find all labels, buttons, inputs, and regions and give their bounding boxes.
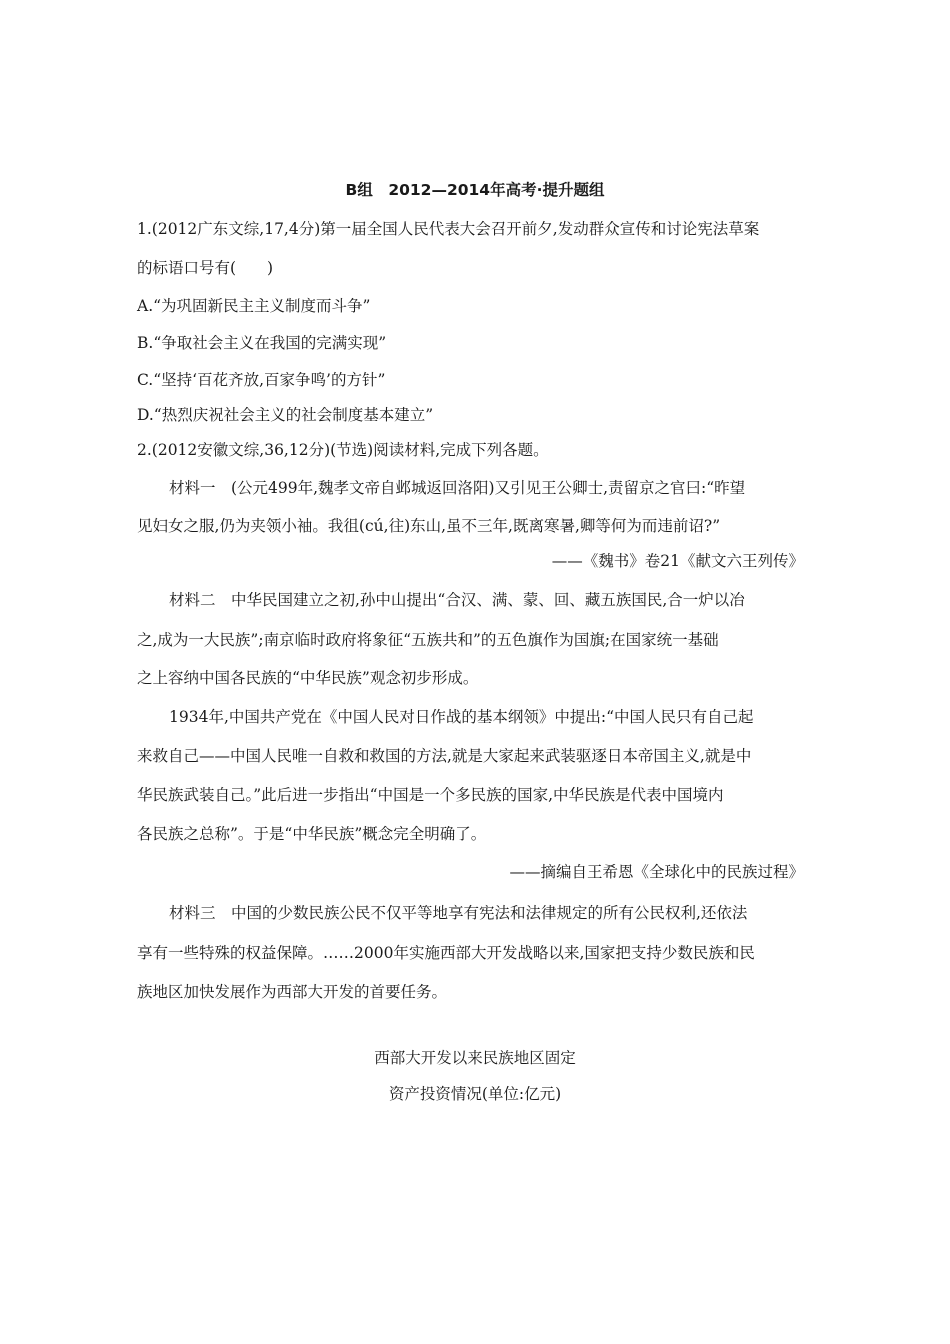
q1-option-c: C.“坚持‘百花齐放,百家争鸣’的方针” — [137, 371, 386, 389]
table-caption-line1: 西部大开发以来民族地区固定 — [374, 1049, 576, 1067]
material2b-line3: 华民族武装自己。”此后进一步指出“中国是一个多民族的国家,中华民族是代表中国境内 — [137, 786, 724, 804]
table-caption-line2: 资产投资情况(单位:亿元) — [388, 1085, 562, 1103]
material2b-line4: 各民族之总称”。于是“中华民族”概念完全明确了。 — [137, 825, 487, 843]
q2-stem: 2.(2012安徽文综,36,12分)(节选)阅读材料,完成下列各题。 — [137, 441, 549, 459]
q1-stem-line1: 1.(2012广东文综,17,4分)第一届全国人民代表大会召开前夕,发动群众宣传和讨论宪法草案 — [137, 220, 760, 238]
material2-line3: 之上容纳中国各民族的“中华民族”观念初步形成。 — [137, 669, 479, 687]
material2-source: ——摘编自王希恩《全球化中的民族过程》 — [509, 863, 804, 881]
material2b-line2: 来救自己——中国人民唯一自救和救国的方法,就是大家起来武装驱逐日本帝国主义,就是中 — [137, 747, 752, 765]
q1-option-a: A.“为巩固新民主主义制度而斗争” — [137, 297, 371, 315]
material2-line2: 之,成为一大民族”;南京临时政府将象征“五族共和”的五色旗作为国旗;在国家统一基础 — [137, 631, 719, 649]
material1-source: ——《魏书》卷21《献文六王列传》 — [551, 552, 804, 570]
q1-stem-line2: 的标语口号有( ) — [137, 259, 274, 277]
q1-option-b: B.“争取社会主义在我国的完满实现” — [137, 334, 387, 352]
material1-line1: 材料一 (公元499年,魏孝文帝自邺城返回洛阳)又引见王公卿士,责留京之官曰:“昨望 — [169, 479, 746, 497]
material2b-line1: 1934年,中国共产党在《中国人民对日作战的基本纲领》中提出:“中国人民只有自己起 — [169, 708, 754, 726]
material1-line2: 见妇女之服,仍为夹领小袖。我徂(cú,往)东山,虽不三年,既离寒暑,卿等何为而违前诏?” — [137, 517, 721, 535]
material3-line1: 材料三 中国的少数民族公民不仅平等地享有宪法和法律规定的所有公民权利,还依法 — [169, 904, 748, 922]
q1-option-d: D.“热烈庆祝社会主义的社会制度基本建立” — [137, 406, 434, 424]
section-title: B组 2012—2014年高考·提升题组 — [345, 181, 605, 199]
material3-line2: 享有一些特殊的权益保障。……2000年实施西部大开发战略以来,国家把支持少数民族和民 — [137, 944, 755, 962]
material3-line3: 族地区加快发展作为西部大开发的首要任务。 — [137, 983, 448, 1001]
material2-line1: 材料二 中华民国建立之初,孙中山提出“合汉、满、蒙、回、藏五族国民,合一炉以冶 — [169, 591, 745, 609]
